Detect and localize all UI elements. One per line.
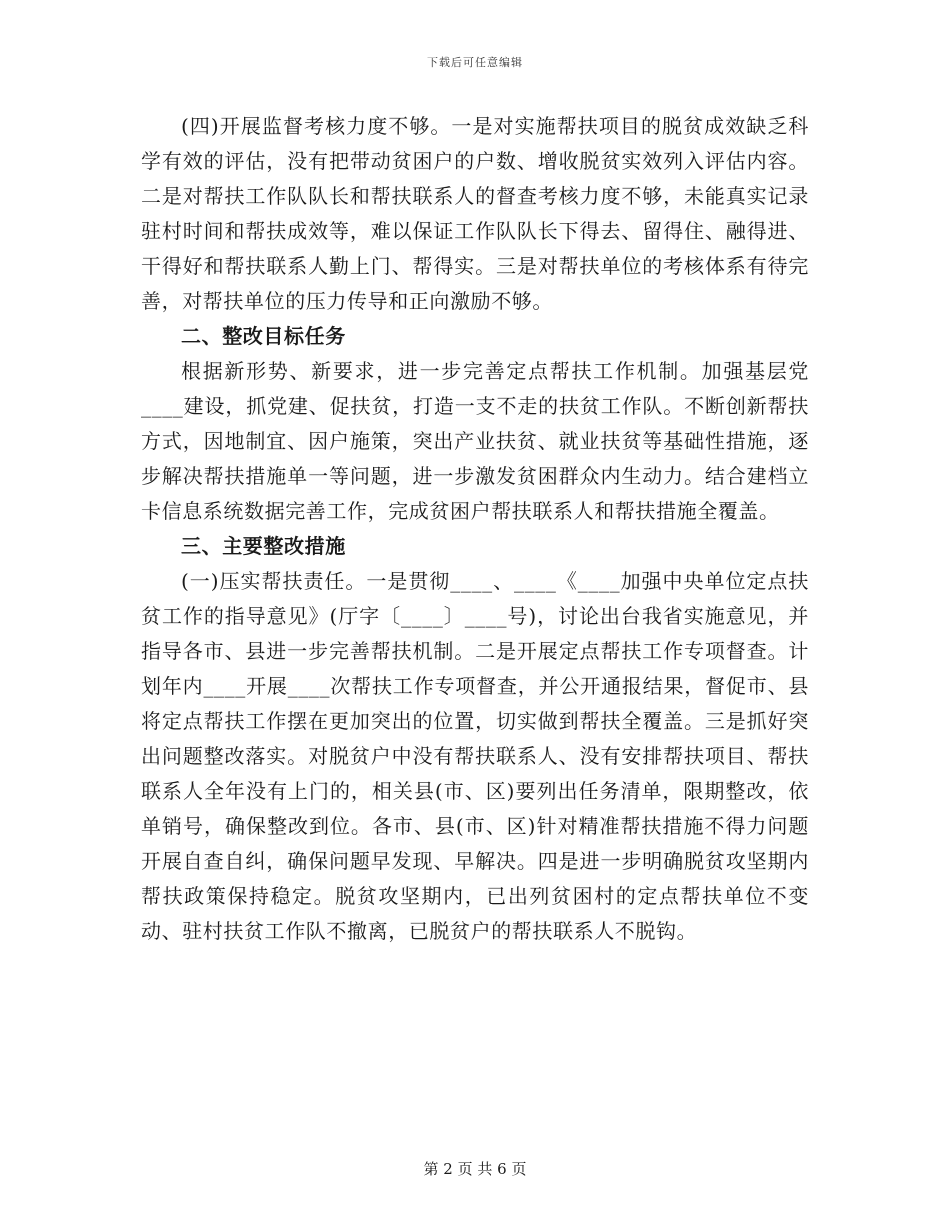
paragraph-supervision-issue: (四)开展监督考核力度不够。一是对实施帮扶项目的脱贫成效缺乏科学有效的评估，没有把带动贫困户的户数、增收脱贫实效列入评估内容。二是对帮扶工作队队长和帮扶联系人的督查考核力度不够，未能真实记录驻村时间和帮扶成效等，难以保证工作队队长下得去、留得住、融得进、干得好和帮扶联系人勤上门、帮得实。三是对帮扶单位的考核体系有待完善，对帮扶单位的压力传导和正向激励不够。: [141, 114, 809, 313]
section-heading-measures: 三、主要整改措施: [181, 534, 346, 558]
page-header-note: 下载后可任意编辑: [427, 56, 523, 69]
document-body: [141, 109, 809, 949]
section-heading-goals: 二、整改目标任务: [181, 324, 346, 348]
paragraph-goals: 根据新形势、新要求，进一步完善定点帮扶工作机制。加强基层党____建设，抓党建、促扶贫，打造一支不走的扶贫工作队。不断创新帮扶方式，因地制宜、因户施策，突出产业扶贫、就业扶贫等基础性措施，逐步解决帮扶措施单一等问题，进一步激发贫困群众内生动力。结合建档立卡信息系统数据完善工作，完成贫困户帮扶联系人和帮扶措施全覆盖。: [141, 359, 809, 523]
paragraph-measures: (一)压实帮扶责任。一是贯彻____、____《____加强中央单位定点扶贫工作的指导意见》(厅字〔____〕____号)，讨论出台我省实施意见，并指导各市、县进一步完善帮扶机制。二是开展定点帮扶工作专项督查。计划年内____开展____次帮扶工作专项督查，并公开通报结果，督促市、县将定点帮扶工作摆在更加突出的位置，切实做到帮扶全覆盖。三是抓好突出问题整改落实。对脱贫户中没有帮扶联系人、没有安排帮扶项目、帮扶联系人全年没有上门的，相关县(市、区)要列出任务清单，限期整改，依单销号，确保整改到位。各市、县(市、区)针对精准帮扶措施不得力问题开展自查自纠，确保问题早发现、早解决。四是进一步明确脱贫攻坚期内帮扶政策保持稳定。脱贫攻坚期内，已出列贫困村的定点帮扶单位不变动、驻村扶贫工作队不撤离，已脱贫户的帮扶联系人不脱钩。: [141, 569, 809, 943]
page-number: 第 2 页 共 6 页: [423, 1160, 527, 1178]
